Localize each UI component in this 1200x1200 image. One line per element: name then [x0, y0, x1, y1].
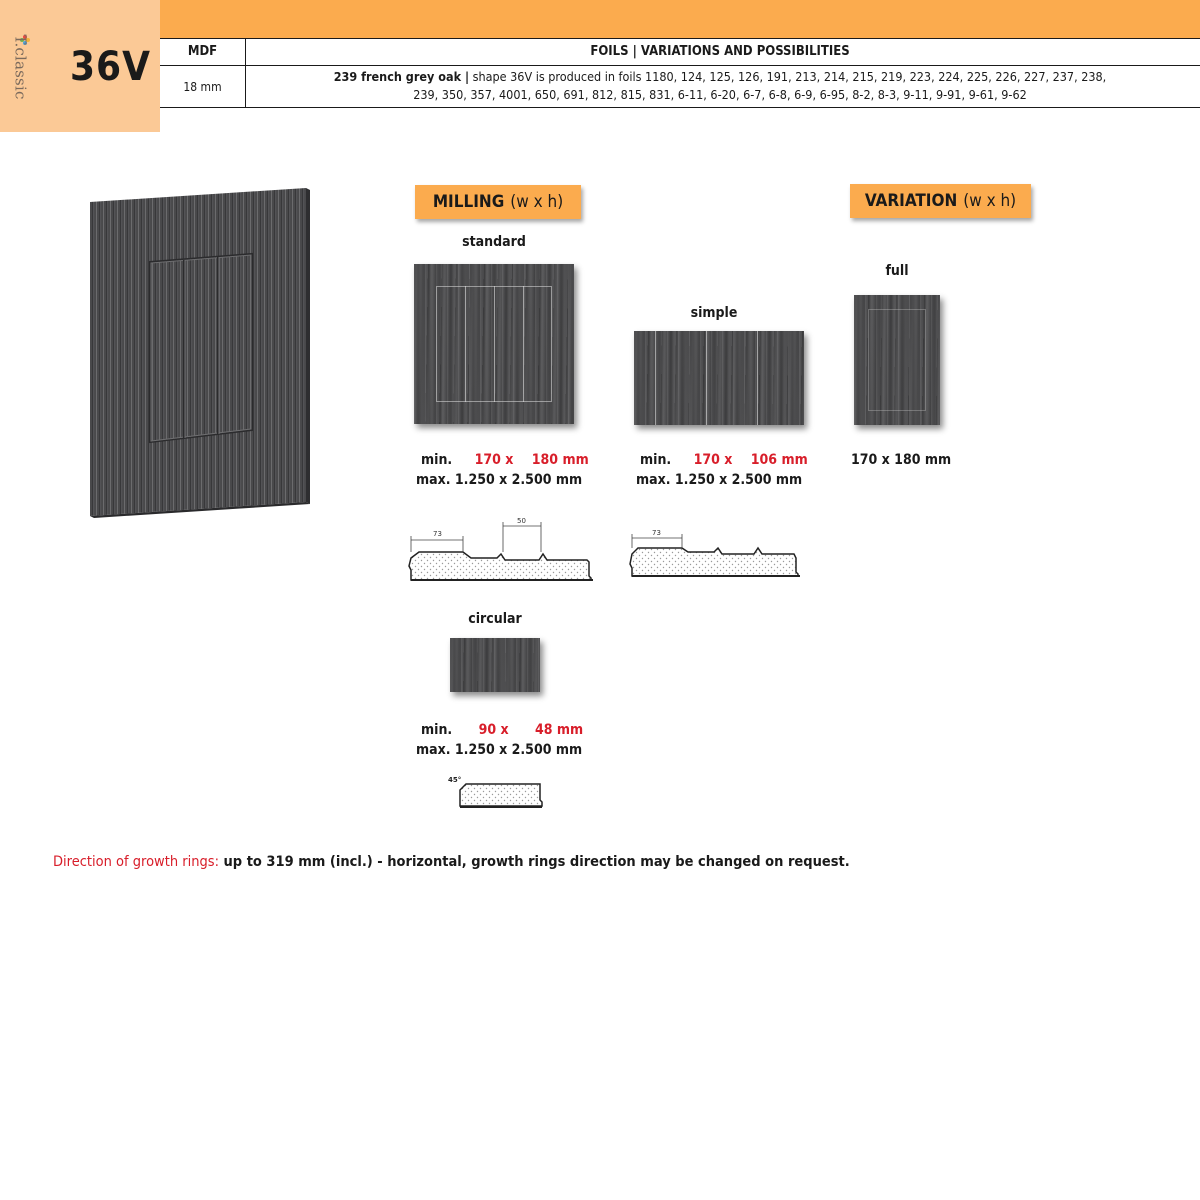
circular-label: circular: [468, 611, 522, 627]
foil-list-line2: 239, 350, 357, 4001, 650, 691, 812, 815, 831, 6-11, 6-20, 6-7, 6-8, 6-9, 6-95, 8-2, 8-3, 9-11, 9-91, 9-61, 9-62: [413, 87, 1027, 102]
full-variation-image: [854, 295, 940, 425]
min-width: 90 x: [478, 722, 509, 738]
standard-min-size: [421, 450, 591, 470]
thickness-value: 18 mm: [183, 80, 222, 94]
circular-min-size: [421, 720, 591, 740]
min-height: 180 mm: [531, 452, 589, 468]
standard-groove-line: [465, 286, 466, 402]
table-rule-top: [160, 38, 1200, 39]
table-column-divider: [245, 38, 246, 108]
variation-tag: [850, 184, 1031, 218]
simple-profile-svg: [626, 524, 806, 586]
table-rule-mid: [160, 65, 1200, 66]
profile-angle: 45°: [448, 776, 462, 784]
variation-unit: (w x h): [963, 191, 1017, 211]
mdf-header: MDF: [187, 44, 218, 59]
full-groove-frame: [868, 309, 926, 411]
milling-unit: (w x h): [510, 192, 564, 212]
profile-dim-73: 73: [433, 530, 442, 538]
profile-dim-50: 50: [517, 517, 526, 525]
growth-rings-note: [53, 854, 850, 870]
foil-name: 239 french grey oak |: [333, 69, 470, 84]
simple-profile-diagram: [626, 524, 806, 586]
profile-dim-73: 73: [652, 529, 661, 537]
brand-logo: [11, 34, 36, 104]
min-label: min.: [421, 722, 453, 738]
foil-list-line1: shape 36V is produced in foils 1180, 124, 125, 126, 191, 213, 214, 215, 219, 223, 224, 225, 226, 227, 237, 238,: [469, 69, 1107, 84]
standard-label: standard: [462, 234, 526, 250]
circular-profile-svg: [446, 772, 546, 812]
growth-rings-text: up to 319 mm (incl.) - horizontal, growth rings direction may be changed on request.: [218, 854, 850, 870]
standard-groove-line: [494, 286, 495, 402]
variation-title: VARIATION: [864, 191, 958, 211]
simple-groove-line: [757, 331, 758, 425]
min-height: 106 mm: [750, 452, 808, 468]
standard-groove-line: [523, 286, 524, 402]
simple-min-size: [640, 450, 810, 470]
milling-title: MILLING: [432, 192, 505, 212]
min-width: 170 x: [474, 452, 514, 468]
standard-profile-diagram: [405, 514, 597, 586]
full-size: 170 x 180 mm: [851, 452, 952, 468]
min-width: 170 x: [693, 452, 733, 468]
simple-groove-line: [706, 331, 707, 425]
header-top-bar: [160, 0, 1200, 38]
milling-tag: [415, 185, 581, 219]
table-rule-bottom: [160, 107, 1200, 108]
foils-description: [250, 68, 1190, 104]
growth-rings-label: Direction of growth rings:: [53, 854, 219, 870]
min-height: 48 mm: [535, 722, 584, 738]
standard-milling-image: [414, 264, 574, 424]
foils-header: FOILS | VARIATIONS AND POSSIBILITIES: [590, 44, 850, 59]
product-code: 36V: [70, 44, 151, 90]
door-product-image: [88, 186, 310, 518]
simple-label: simple: [690, 305, 738, 321]
circular-milling-image: [450, 638, 540, 692]
door-illustration: [88, 186, 310, 518]
standard-profile-svg: [405, 514, 597, 586]
circular-max-size: max. 1.250 x 2.500 mm: [416, 742, 583, 758]
simple-milling-image: [634, 331, 804, 425]
standard-max-size: max. 1.250 x 2.500 mm: [416, 472, 583, 488]
simple-max-size: max. 1.250 x 2.500 mm: [636, 472, 803, 488]
min-label: min.: [640, 452, 672, 468]
brand-logo-text: T.classic: [11, 34, 30, 100]
full-label: full: [885, 263, 909, 279]
circular-profile-diagram: [446, 772, 546, 812]
min-label: min.: [421, 452, 453, 468]
simple-groove-line: [655, 331, 656, 425]
